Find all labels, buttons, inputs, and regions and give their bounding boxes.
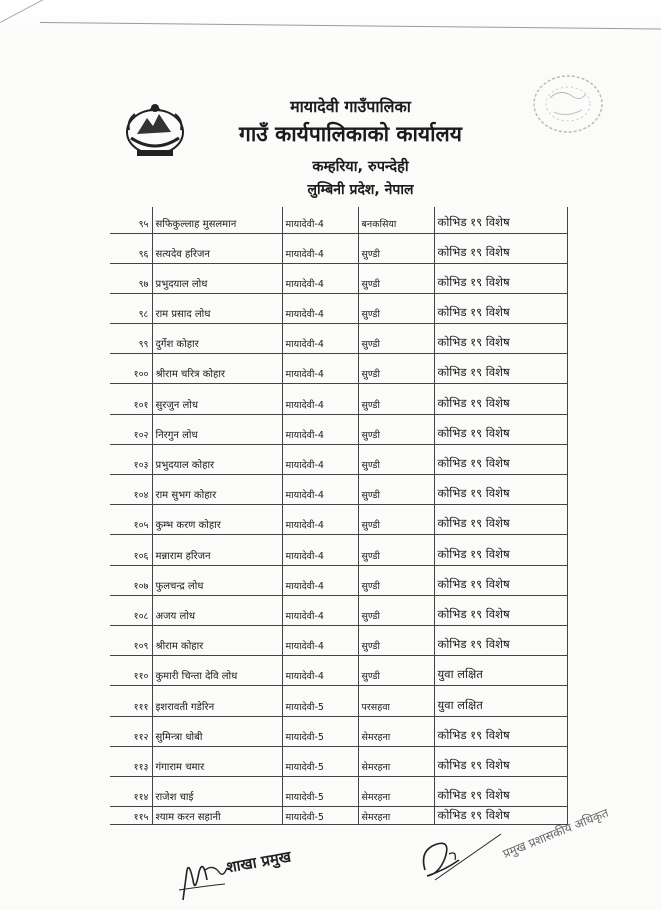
name-cell: सुरजुन लोध	[152, 384, 282, 414]
office-location: कम्हरिया, रुपन्देही	[312, 159, 409, 175]
category-cell: कोभिड १९ विशेष	[434, 535, 567, 565]
tole-cell: सुण्डी	[358, 263, 434, 293]
ward-cell: मायादेवी-4	[282, 475, 358, 505]
table-row	[110, 625, 567, 655]
municipality-name: मायादेवी गाउँपालिका	[290, 97, 411, 116]
tole-cell: सुण्डी	[358, 475, 434, 505]
table-row	[110, 535, 567, 565]
ward-cell: मायादेवी-4	[282, 207, 358, 233]
table-row	[110, 293, 567, 323]
category-cell: कोभिड १९ विशेष	[434, 384, 567, 414]
serial-number-cell: ९५	[110, 207, 152, 233]
serial-number-cell: १०८	[110, 595, 152, 625]
office-title: गाउँ कार्यपालिकाको कार्यालय	[239, 122, 462, 146]
ward-cell: मायादेवी-4	[282, 656, 358, 686]
name-cell: सुमिन्त्रा धोबी	[152, 716, 282, 746]
tole-cell: सुण्डी	[358, 595, 434, 625]
table-row	[110, 414, 567, 444]
name-cell: कुम्भ करण कोहार	[152, 505, 282, 535]
ward-cell: मायादेवी-4	[282, 565, 358, 595]
tole-cell: सुण्डी	[358, 233, 434, 263]
serial-number-cell: १००	[110, 354, 152, 384]
name-cell: राजेश चाई	[152, 776, 282, 806]
serial-number-cell: ९७	[110, 263, 152, 293]
category-cell: कोभिड १९ विशेष	[434, 505, 567, 535]
table-row	[110, 565, 567, 595]
ward-cell: मायादेवी-4	[282, 444, 358, 474]
table-row	[110, 475, 567, 505]
name-cell: श्याम करन सहानी	[152, 807, 282, 825]
ward-cell: मायादेवी-4	[282, 324, 358, 354]
table-row	[110, 263, 567, 293]
category-cell: कोभिड १९ विशेष	[434, 444, 567, 474]
ward-cell: मायादेवी-5	[282, 807, 358, 825]
name-cell: सत्यदेव हरिजन	[152, 233, 282, 263]
category-cell: कोभिड १९ विशेष	[434, 746, 567, 776]
tole-cell: सुण्डी	[358, 384, 434, 414]
category-cell: कोभिड १९ विशेष	[434, 293, 567, 323]
serial-number-cell: १०६	[110, 535, 152, 565]
tole-cell: सुण्डी	[358, 293, 434, 323]
tole-cell: सुण्डी	[358, 656, 434, 686]
name-cell: श्रीराम कोहार	[152, 625, 282, 655]
category-cell: कोभिड १९ विशेष	[434, 595, 567, 625]
table-row	[110, 505, 567, 535]
name-cell: श्रीराम चरित्र कोहार	[152, 354, 282, 384]
name-cell: प्रभुदयाल कोहार	[152, 444, 282, 474]
serial-number-cell: १०२	[110, 414, 152, 444]
tole-cell: सुण्डी	[358, 444, 434, 474]
name-cell: इशरावती गडेरिन	[152, 686, 282, 716]
ward-cell: मायादेवी-4	[282, 233, 358, 263]
name-cell: अजय लोध	[152, 595, 282, 625]
ward-cell: मायादेवी-4	[282, 535, 358, 565]
table-row	[110, 776, 567, 806]
table-row	[110, 686, 567, 716]
serial-number-cell: १११	[110, 686, 152, 716]
name-cell: कुमारी चिन्ता देवि लोध	[152, 656, 282, 686]
category-cell: कोभिड १९ विशेष	[434, 776, 567, 806]
category-cell: कोभिड १९ विशेष	[434, 475, 567, 505]
serial-number-cell: १०३	[110, 444, 152, 474]
ward-cell: मायादेवी-4	[282, 354, 358, 384]
tole-cell: सुण्डी	[358, 414, 434, 444]
cao-title: प्रमुख प्रशासकीय अधिकृत	[500, 805, 611, 861]
table-row	[110, 746, 567, 776]
serial-number-cell: १०७	[110, 565, 152, 595]
category-cell: युवा लक्षित	[434, 686, 567, 716]
table-row	[110, 656, 567, 686]
ward-cell: मायादेवी-5	[282, 716, 358, 746]
name-cell: प्रभुदयाल लोध	[152, 263, 282, 293]
tole-cell: सुण्डी	[358, 625, 434, 655]
beneficiary-table	[110, 207, 568, 825]
category-cell: युवा लक्षित	[434, 656, 567, 686]
ward-cell: मायादेवी-4	[282, 414, 358, 444]
category-cell: कोभिड १९ विशेष	[434, 414, 567, 444]
category-cell: कोभिड १९ विशेष	[434, 354, 567, 384]
serial-number-cell: ९९	[110, 324, 152, 354]
serial-number-cell: १०५	[110, 505, 152, 535]
ward-cell: मायादेवी-4	[282, 595, 358, 625]
table-row	[110, 444, 567, 474]
category-cell: कोभिड १९ विशेष	[434, 807, 567, 825]
table-row	[110, 807, 567, 825]
table-row	[110, 324, 567, 354]
serial-number-cell: ११५	[110, 807, 152, 825]
category-cell: कोभिड १९ विशेष	[434, 207, 567, 233]
name-cell: सफिकुल्लाह मुसलमान	[152, 207, 282, 233]
tole-cell: सेमरहना	[358, 746, 434, 776]
ward-cell: मायादेवी-4	[282, 505, 358, 535]
table-row	[110, 595, 567, 625]
serial-number-cell: ११३	[110, 746, 152, 776]
tole-cell: सुण्डी	[358, 535, 434, 565]
tole-cell: सेमरहना	[358, 776, 434, 806]
tole-cell: सुण्डी	[358, 505, 434, 535]
tole-cell: सुण्डी	[358, 354, 434, 384]
table-row	[110, 384, 567, 414]
cao-signature-icon	[415, 830, 505, 885]
tole-cell: सेमरहना	[358, 716, 434, 746]
table-row	[110, 716, 567, 746]
category-cell: कोभिड १९ विशेष	[434, 263, 567, 293]
serial-number-cell: १०१	[110, 384, 152, 414]
serial-number-cell: १०९	[110, 625, 152, 655]
serial-number-cell: ११२	[110, 716, 152, 746]
table-row	[110, 354, 567, 384]
name-cell: फुलचन्द्र लोध	[152, 565, 282, 595]
ward-cell: मायादेवी-4	[282, 625, 358, 655]
name-cell: निरगुन लोध	[152, 414, 282, 444]
name-cell: मन्नाराम हरिजन	[152, 535, 282, 565]
serial-number-cell: १०४	[110, 475, 152, 505]
ward-cell: मायादेवी-4	[282, 293, 358, 323]
name-cell: राम सुभग कोहार	[152, 475, 282, 505]
ward-cell: मायादेवी-5	[282, 776, 358, 806]
tole-cell: परसहवा	[358, 686, 434, 716]
tole-cell: बनकसिया	[358, 207, 434, 233]
table-row	[110, 207, 567, 233]
ward-cell: मायादेवी-4	[282, 263, 358, 293]
table-row	[110, 233, 567, 263]
tole-cell: सुण्डी	[358, 324, 434, 354]
tole-cell: सुण्डी	[358, 565, 434, 595]
tole-cell: सेमरहना	[358, 807, 434, 825]
category-cell: कोभिड १९ विशेष	[434, 625, 567, 655]
category-cell: कोभिड १९ विशेष	[434, 716, 567, 746]
category-cell: कोभिड १९ विशेष	[434, 565, 567, 595]
name-cell: दुर्गेश कोहार	[152, 324, 282, 354]
category-cell: कोभिड १९ विशेष	[434, 233, 567, 263]
serial-number-cell: ९८	[110, 293, 152, 323]
serial-number-cell: ११०	[110, 656, 152, 686]
ward-cell: मायादेवी-5	[282, 746, 358, 776]
ward-cell: मायादेवी-4	[282, 384, 358, 414]
serial-number-cell: ११४	[110, 776, 152, 806]
serial-number-cell: ९६	[110, 233, 152, 263]
name-cell: गंगाराम चमार	[152, 746, 282, 776]
category-cell: कोभिड १९ विशेष	[434, 324, 567, 354]
scan-top-edge	[0, 0, 661, 40]
ward-cell: मायादेवी-5	[282, 686, 358, 716]
name-cell: राम प्रसाद लोध	[152, 293, 282, 323]
province-line: लुम्बिनी प्रदेश, नेपाल	[307, 182, 414, 198]
section-chief-title: शाखा प्रमुख	[224, 847, 293, 877]
